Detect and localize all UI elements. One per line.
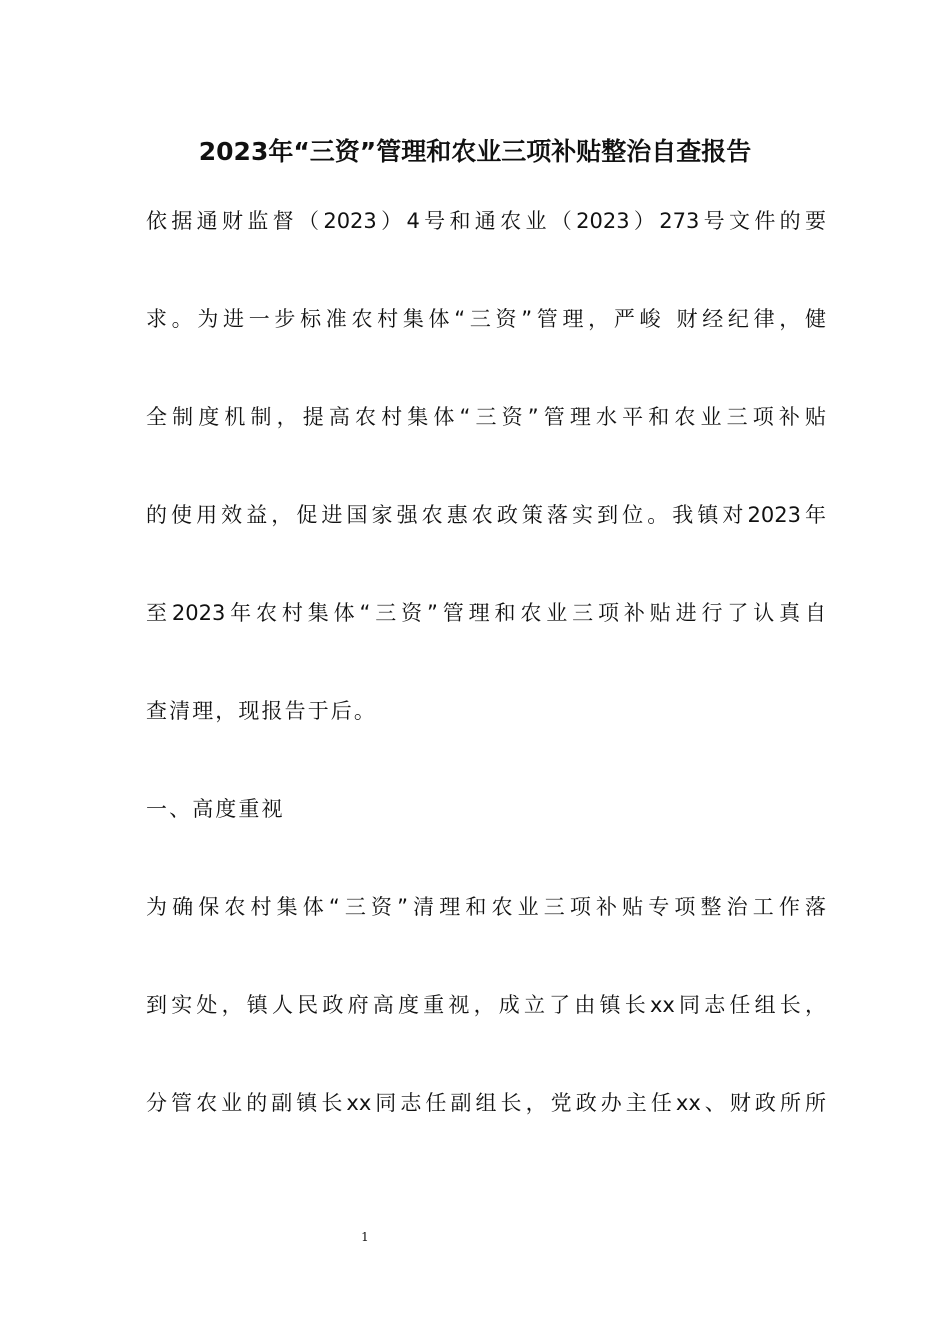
- document-title: 2023年“三资”管理和农业三项补贴整治自查报告: [198, 137, 752, 166]
- page-number: 1: [361, 1230, 369, 1244]
- paragraph-line: 到实处，镇人民政府高度重视，成立了由镇长xx同志任组长，: [146, 993, 826, 1017]
- paragraph-line: 依据通财监督（2023）4号和通农业（2023）273号文件的要: [146, 209, 826, 233]
- paragraph-line: 的使用效益，促进国家强农惠农政策落实到位。我镇对2023年: [146, 503, 826, 527]
- paragraph-line: 为确保农村集体“三资”清理和农业三项补贴专项整治工作落: [146, 895, 826, 919]
- paragraph-line: 分管农业的副镇长xx同志任副组长，党政办主任xx、财政所所: [146, 1091, 826, 1115]
- paragraph-line: 查清理，现报告于后。: [146, 699, 377, 723]
- paragraph-line: 至2023年农村集体“三资”管理和农业三项补贴进行了认真自: [146, 601, 826, 625]
- paragraph-line: 全制度机制，提高农村集体“三资”管理水平和农业三项补贴: [146, 405, 826, 429]
- paragraph-line: 求。为进一步标准农村集体“三资”管理，严峻 财经纪律，健: [146, 307, 826, 331]
- document-body: [146, 197, 826, 1177]
- section-heading: 一、高度重视: [146, 797, 285, 821]
